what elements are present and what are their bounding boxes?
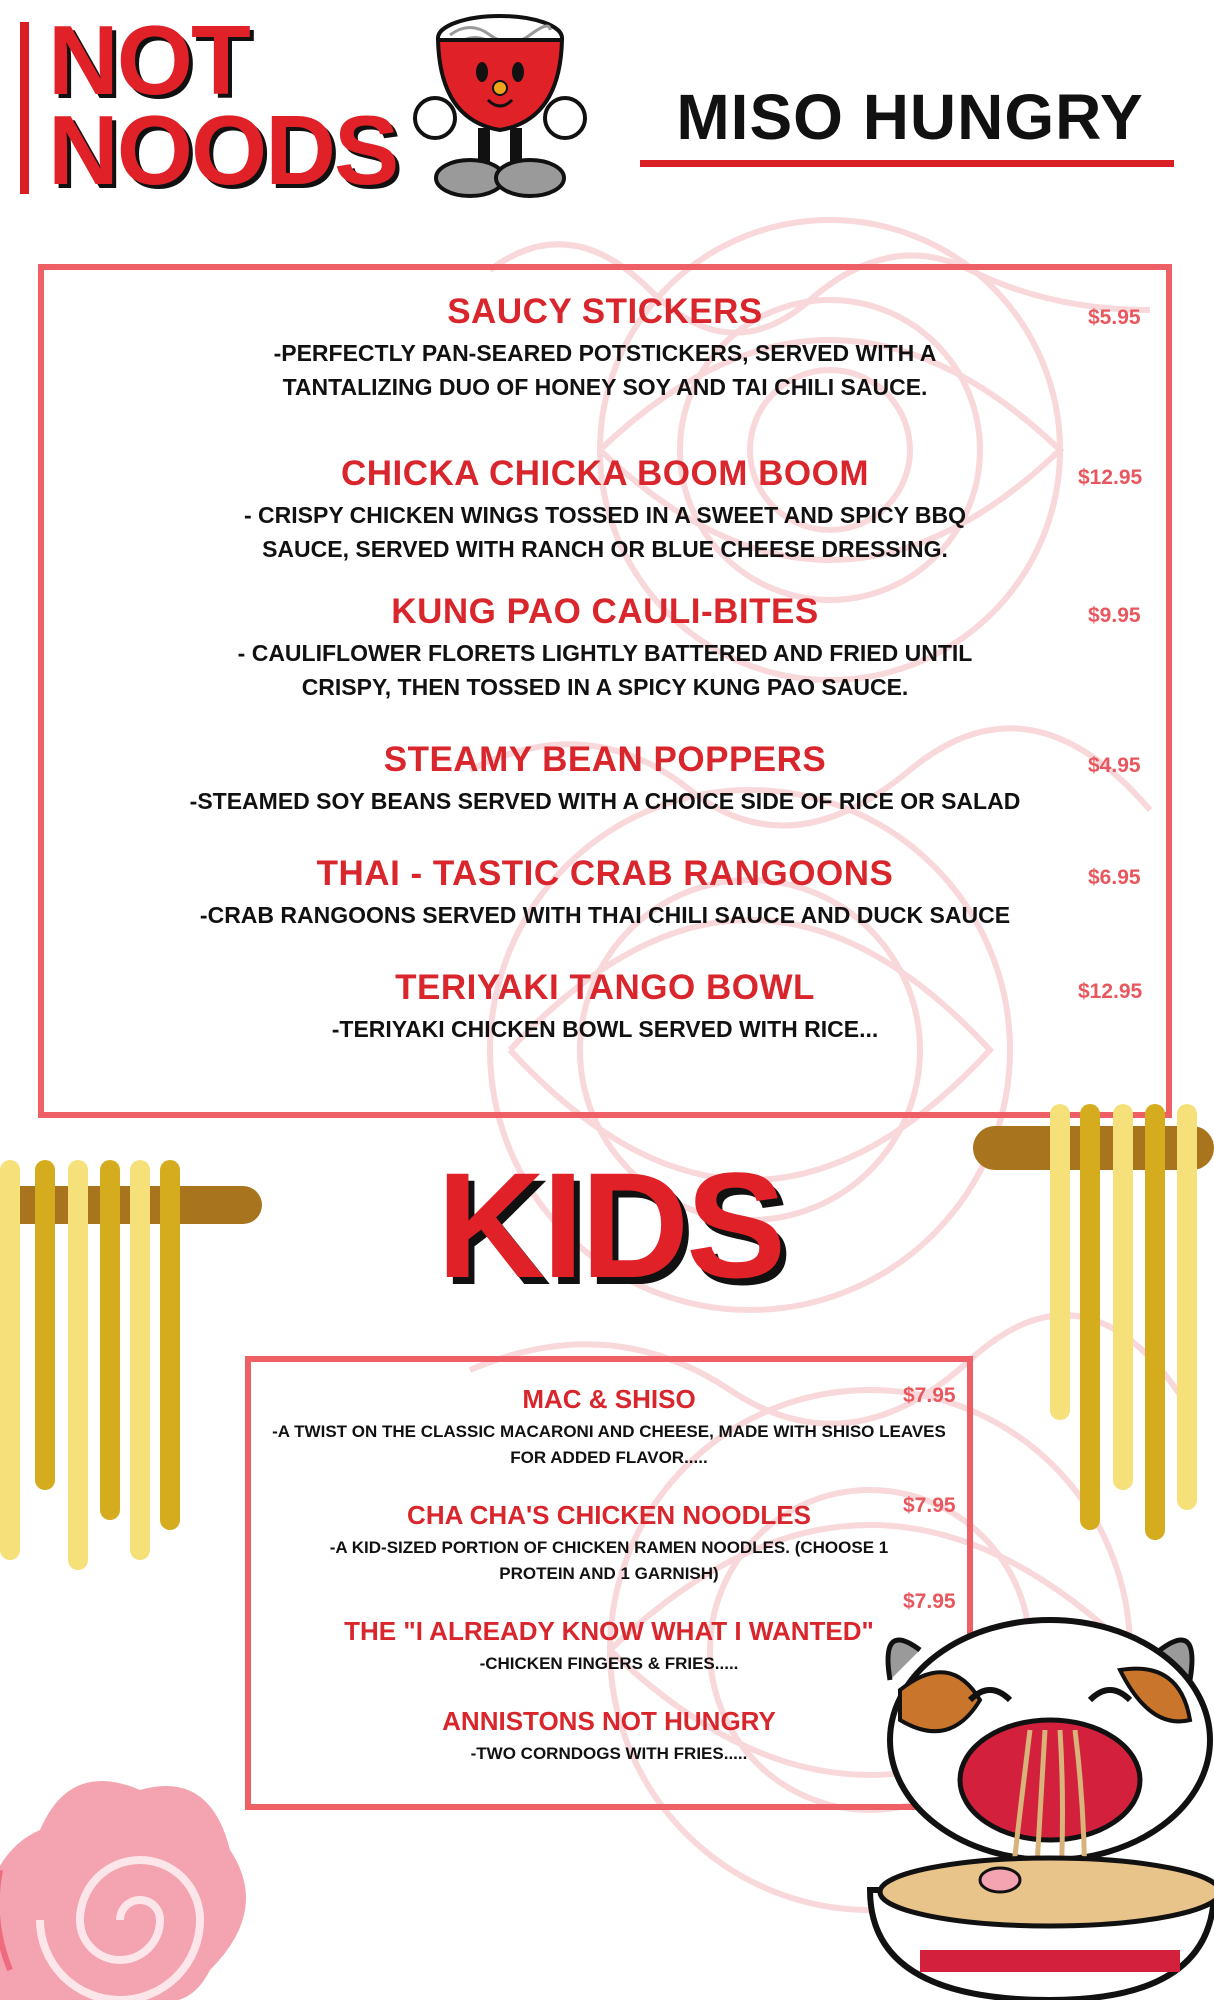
menu-item-description: -CRAB RANGOONS SERVED WITH THAI CHILI SAUCE AND DUCK SAUCE xyxy=(199,902,1011,928)
kids-item-description: -CHICKEN FINGERS & FRIES..... xyxy=(479,1654,739,1673)
title-underline xyxy=(640,160,1174,167)
brand-accent-bar xyxy=(20,22,29,194)
menu-item-name: TERIYAKI TANGO BOWL xyxy=(395,968,815,1007)
kids-item-price: $7.95 xyxy=(903,1590,956,1613)
kids-item-price: $7.95 xyxy=(903,1384,956,1407)
kids-item-description: -TWO CORNDOGS WITH FRIES..... xyxy=(470,1744,748,1763)
kids-menu-item xyxy=(251,1384,967,1471)
kids-item-price: $7.95 xyxy=(903,1494,956,1517)
menu-item xyxy=(44,592,1166,704)
menu-item-description: - CRISPY CHICKEN WINGS TOSSED IN A SWEET AND SPICY BBQ SAUCE, SERVED WITH RANCH OR BLUE CHEESE DRESSING. xyxy=(243,502,967,562)
kids-section-title: KIDS xyxy=(436,1141,784,1309)
brand-line-1: NOT xyxy=(48,5,249,115)
kids-item-description: -A KID-SIZED PORTION OF CHICKEN RAMEN NOODLES. (CHOOSE 1 PROTEIN AND 1 GARNISH) xyxy=(329,1538,889,1583)
menu-item-price: $6.95 xyxy=(1088,866,1141,889)
menu-item-name: CHICKA CHICKA BOOM BOOM xyxy=(340,454,870,493)
menu-item xyxy=(44,854,1166,932)
kids-item-description: -A TWIST ON THE CLASSIC MACARONI AND CHEESE, MADE WITH SHISO LEAVES FOR ADDED FLAVOR..... xyxy=(272,1422,946,1467)
noodles-chopsticks-icon xyxy=(965,1100,1214,1540)
menu-item xyxy=(44,454,1166,566)
menu-item-price: $12.95 xyxy=(1078,466,1143,489)
menu-item-name: STEAMY BEAN POPPERS xyxy=(383,740,827,779)
noodles-chopsticks-icon xyxy=(0,1150,270,1570)
menu-item-description: -TERIYAKI CHICKEN BOWL SERVED WITH RICE... xyxy=(331,1016,879,1042)
menu-item-price: $4.95 xyxy=(1088,754,1141,777)
fishcake-swirl-icon xyxy=(0,1720,260,2000)
menu-item xyxy=(44,740,1166,818)
kids-item-name: THE "I ALREADY KNOW WHAT I WANTED" xyxy=(344,1616,874,1646)
menu-item xyxy=(44,292,1166,404)
page-title: MISO HUNGRY xyxy=(676,81,1144,153)
kids-menu-item xyxy=(251,1500,967,1587)
menu-item-price: $12.95 xyxy=(1078,980,1143,1003)
brand-line-2: NOODS xyxy=(48,95,398,205)
menu-item-description: -PERFECTLY PAN-SEARED POTSTICKERS, SERVED WITH A TANTALIZING DUO OF HONEY SOY AND TAI CHILI SAUCE. xyxy=(273,340,937,400)
main-menu-box xyxy=(38,264,1172,1118)
menu-item-description: - CAULIFLOWER FLORETS LIGHTLY BATTERED AND FRIED UNTIL CRISPY, THEN TOSSED IN A SPICY KUNG PAO SAUCE. xyxy=(237,640,973,700)
brand-logo xyxy=(20,5,400,205)
kids-item-name: MAC & SHISO xyxy=(522,1384,696,1414)
menu-item-name: SAUCY STICKERS xyxy=(447,292,763,331)
menu-item xyxy=(44,968,1166,1046)
cow-eating-ramen-icon xyxy=(860,1610,1214,2000)
ramen-bowl-mascot-icon xyxy=(400,0,600,205)
kids-item-name: ANNISTONS NOT HUNGRY xyxy=(442,1706,776,1736)
kids-item-name: CHA CHA'S CHICKEN NOODLES xyxy=(407,1500,811,1530)
menu-item-price: $5.95 xyxy=(1088,306,1141,329)
menu-item-name: THAI - TASTIC CRAB RANGOONS xyxy=(316,854,894,893)
menu-item-description: -STEAMED SOY BEANS SERVED WITH A CHOICE SIDE OF RICE OR SALAD xyxy=(189,788,1021,814)
menu-item-name: KUNG PAO CAULI-BITES xyxy=(391,592,819,631)
menu-item-price: $9.95 xyxy=(1088,604,1141,627)
